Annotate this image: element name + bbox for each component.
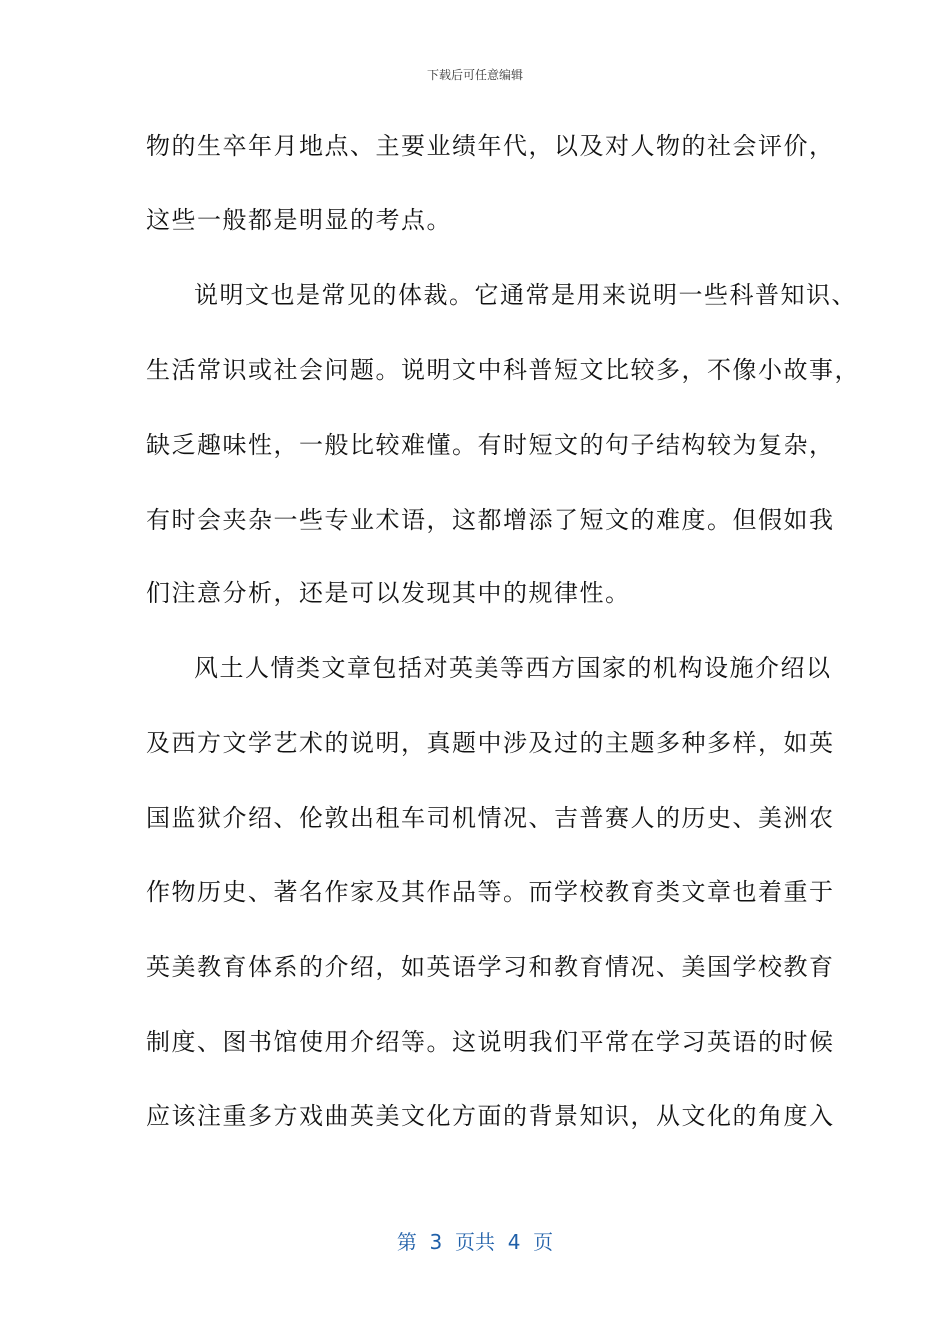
text-line: 缺乏趣味性，一般比较难懂。有时短文的句子结构较为复杂， <box>146 431 835 459</box>
page-header: 下载后可任意编辑 <box>426 68 523 82</box>
text-line: 们注意分析，还是可以发现其中的规律性。 <box>146 579 631 607</box>
page-number-footer: 第 3 页共 4 页 <box>396 1230 554 1254</box>
text-line: 作物历史、著名作家及其作品等。而学校教育类文章也着重于 <box>146 878 835 906</box>
text-line: 这些一般都是明显的考点。 <box>146 206 452 234</box>
text-line: 国监狱介绍、伦敦出租车司机情况、吉普赛人的历史、美洲农 <box>146 804 835 832</box>
text-line: 风土人情类文章包括对英美等西方国家的机构设施介绍以 <box>194 654 832 682</box>
text-line: 有时会夹杂一些专业术语，这都增添了短文的难度。但假如我 <box>146 506 835 534</box>
text-line: 及西方文学艺术的说明，真题中涉及过的主题多种多样，如英 <box>146 729 835 757</box>
text-line: 生活常识或社会问题。说明文中科普短文比较多，不像小故事， <box>146 356 860 384</box>
text-line: 应该注重多方戏曲英美文化方面的背景知识，从文化的角度入 <box>146 1102 835 1130</box>
text-line: 说明文也是常见的体裁。它通常是用来说明一些科普知识、 <box>194 281 857 309</box>
text-line: 物的生卒年月地点、主要业绩年代，以及对人物的社会评价， <box>146 132 835 160</box>
text-line: 英美教育体系的介绍，如英语学习和教育情况、美国学校教育 <box>146 953 835 981</box>
text-line: 制度、图书馆使用介绍等。这说明我们平常在学习英语的时候 <box>146 1028 835 1056</box>
